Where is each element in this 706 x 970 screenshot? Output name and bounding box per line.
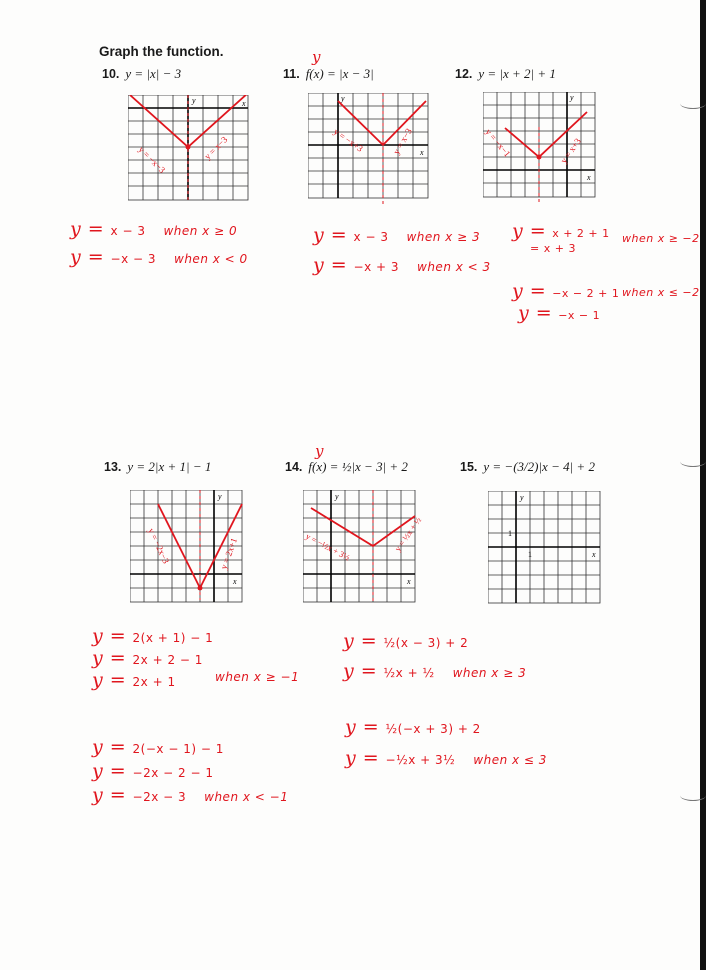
svg-text:y: y [570, 93, 574, 102]
check-mark [680, 456, 706, 467]
work-13-line-1: y = 2(x + 1) − 1 [92, 625, 214, 647]
svg-text:x: x [407, 577, 411, 586]
svg-text:y: y [335, 492, 339, 501]
problem-12: 12. y = |x + 2| + 1 [455, 66, 556, 81]
work-11-line-1: y = x − 3 when x ≥ 3 [313, 224, 481, 246]
svg-text:y: y [218, 492, 222, 501]
work-13-line-6: y = −2x − 3 when x < −1 [92, 784, 289, 806]
problem-13: 13. y = 2|x + 1| − 1 [104, 459, 212, 474]
svg-text:x: x [233, 577, 237, 586]
work-12-line-2: = x + 3 [530, 242, 576, 255]
work-14-line-2: y = ½x + ½ when x ≥ 3 [343, 660, 527, 682]
work-12-cond-1: when x ≥ −2 [622, 232, 700, 245]
problem-11: 11. f(x) = |x − 3| [283, 66, 374, 81]
svg-text:1: 1 [508, 529, 512, 538]
work-10-line-2: y = −x − 3 when x < 0 [70, 246, 248, 268]
work-12-line-3: y = −x − 2 + 1 [512, 280, 620, 302]
graph-14 [303, 490, 443, 608]
work-12-line-1: y = x + 2 + 1 [512, 220, 610, 242]
graph-15 [488, 491, 610, 609]
work-13-line-4: y = 2(−x − 1) − 1 [92, 736, 224, 758]
scan-page-edge [700, 0, 706, 970]
problem-10: 10. y = |x| − 3 [102, 66, 182, 81]
svg-text:1: 1 [528, 550, 532, 559]
svg-text:y = −x+3: y = −x+3 [331, 126, 365, 154]
svg-text:y = ½x + ½: y = ½x + ½ [392, 515, 424, 554]
work-13-cond-1: when x ≥ −1 [215, 670, 300, 684]
work-13-line-3: y = 2x + 1 [92, 669, 176, 691]
check-mark [680, 790, 706, 801]
correction-y-14: y [315, 442, 324, 460]
svg-text:x: x [592, 550, 596, 559]
graph-10 [128, 95, 256, 207]
work-14-line-4: y = −½x + 3½ when x ≤ 3 [345, 747, 547, 769]
problem-14: 14. f(x) = ½|x − 3| + 2 [285, 459, 408, 474]
work-10-line-1: y = x − 3 when x ≥ 0 [70, 218, 238, 240]
correction-y-11: y [312, 48, 321, 66]
svg-text:x: x [242, 99, 246, 108]
work-14-line-1: y = ½(x − 3) + 2 [343, 630, 469, 652]
svg-text:x: x [587, 173, 591, 182]
svg-text:x: x [420, 148, 424, 157]
work-11-line-2: y = −x + 3 when x < 3 [313, 254, 491, 276]
svg-text:y: y [192, 96, 196, 105]
work-12-line-4: y = −x − 1 [518, 302, 601, 324]
work-13-line-5: y = −2x − 2 − 1 [92, 760, 214, 782]
svg-text:y = −x−3: y = −x−3 [136, 144, 168, 175]
work-12-cond-2: when x ≤ −2 [622, 286, 700, 299]
check-mark [680, 98, 706, 109]
svg-text:y: y [520, 493, 524, 502]
svg-text:y = −½x + 3½: y = −½x + 3½ [304, 530, 352, 563]
svg-text:y: y [341, 94, 345, 103]
graph-12 [483, 92, 611, 204]
svg-text:y = x−3: y = x−3 [391, 126, 414, 156]
problem-15: 15. y = −(3/2)|x − 4| + 2 [460, 459, 595, 474]
worksheet-heading: Graph the function. [99, 44, 224, 59]
graph-13 [130, 490, 262, 608]
svg-text:y = x+3: y = x+3 [558, 136, 583, 166]
svg-text:y = 2x+1: y = 2x+1 [218, 536, 240, 571]
svg-text:y = −2x−3: y = −2x−3 [146, 526, 172, 566]
svg-text:y = x−3: y = x−3 [202, 134, 230, 162]
svg-text:y = −x−1: y = −x−1 [483, 126, 513, 159]
graph-11 [308, 93, 436, 205]
work-14-line-3: y = ½(−x + 3) + 2 [345, 716, 481, 738]
work-13-line-2: y = 2x + 2 − 1 [92, 647, 203, 669]
